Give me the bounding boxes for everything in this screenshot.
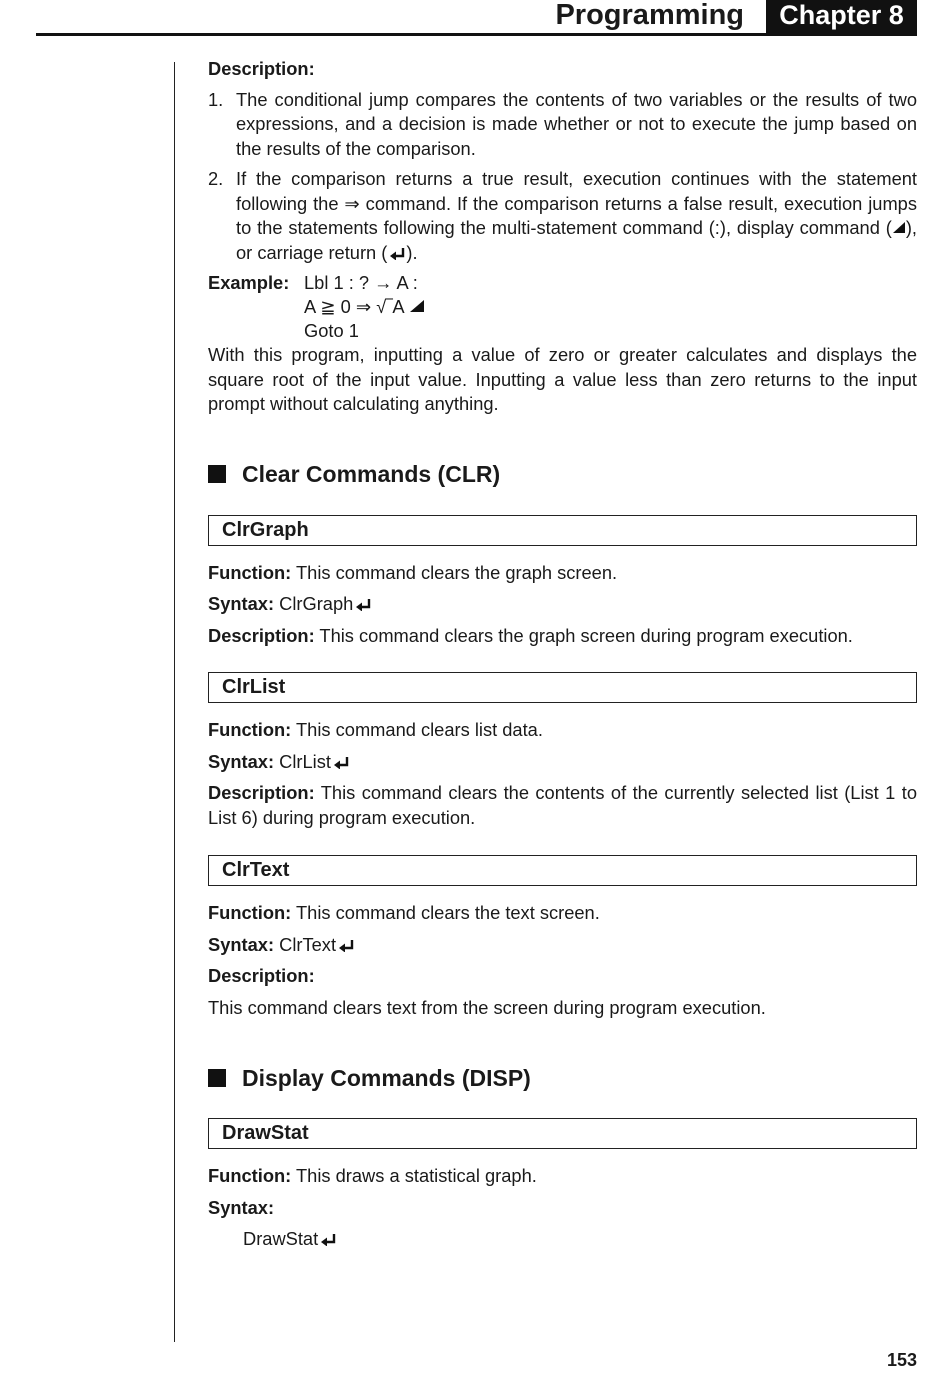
return-icon (339, 939, 355, 951)
list-item: 1. The conditional jump compares the contents of two variables or the results of two expressions, and a decision is made whether or not to execute the jump based on the results of the comparison. (208, 88, 917, 159)
description-heading: Description: (208, 965, 315, 986)
margin-rule (174, 62, 175, 1342)
function-line: Function: This command clears the text screen. (208, 902, 600, 923)
syntax-heading: Syntax: (208, 1196, 275, 1218)
syntax-line: Syntax: ClrList (208, 750, 917, 775)
description-line: Description: This command clears the contents of the currently selected list (List 1 to List 6) during program execution. (208, 782, 917, 828)
square-bullet-icon (208, 1069, 226, 1087)
page-content (208, 57, 917, 1252)
header-rule (36, 33, 916, 36)
return-icon (390, 247, 406, 259)
syntax-line: DrawStat (208, 1227, 917, 1252)
syntax-line: Syntax: ClrText (208, 933, 917, 958)
command-box-clrgraph: ClrGraph (208, 515, 917, 546)
return-icon (356, 598, 372, 610)
display-triangle-icon (892, 221, 906, 234)
example-label: Example: (208, 272, 290, 293)
display-triangle-icon (409, 299, 425, 313)
example-line: A ≧ 0 ⇒ √‾A (304, 295, 425, 319)
function-line: Function: This command clears list data. (208, 719, 543, 740)
return-icon (334, 756, 350, 768)
return-icon (321, 1233, 337, 1245)
list-item: 2. If the comparison returns a true result, execution continues with the statement following the ⇒ command. If the comparison returns a false result, execution jumps to the statements following the multi-statement command (:), display command ( ), or carriage return ( ). (208, 168, 917, 263)
example-explanation: With this program, inputting a value of zero or greater calculates and displays the square root of the input value. Inputting a value less than zero returns to the input prompt without calculating anything. (208, 344, 917, 414)
function-line: Function: This draws a statistical graph. (208, 1165, 537, 1186)
description-list (208, 88, 917, 266)
section-heading-clear: Clear Commands (CLR) (208, 459, 917, 489)
description-line: Description: This command clears the graph screen during program execution. (208, 624, 853, 646)
command-box-clrtext: ClrText (208, 855, 917, 886)
description-line: This command clears text from the screen during program execution. (208, 996, 766, 1018)
function-line: Function: This command clears the graph screen. (208, 561, 618, 583)
square-bullet-icon (208, 465, 226, 483)
example-line: Goto 1 (304, 320, 359, 341)
page-number: 153 (886, 1350, 917, 1370)
example-line: Lbl 1 : ? → A : (304, 272, 418, 293)
command-box-drawstat: DrawStat (208, 1118, 917, 1149)
section-heading-display: Display Commands (DISP) (208, 1063, 917, 1093)
description-heading: Description: (208, 58, 315, 79)
running-header-title: Programming (555, 0, 744, 31)
syntax-line: Syntax: ClrGraph (208, 592, 917, 617)
example-block (208, 271, 917, 343)
command-box-clrlist: ClrList (208, 672, 917, 703)
chapter-tab: Chapter 8 (766, 0, 917, 36)
